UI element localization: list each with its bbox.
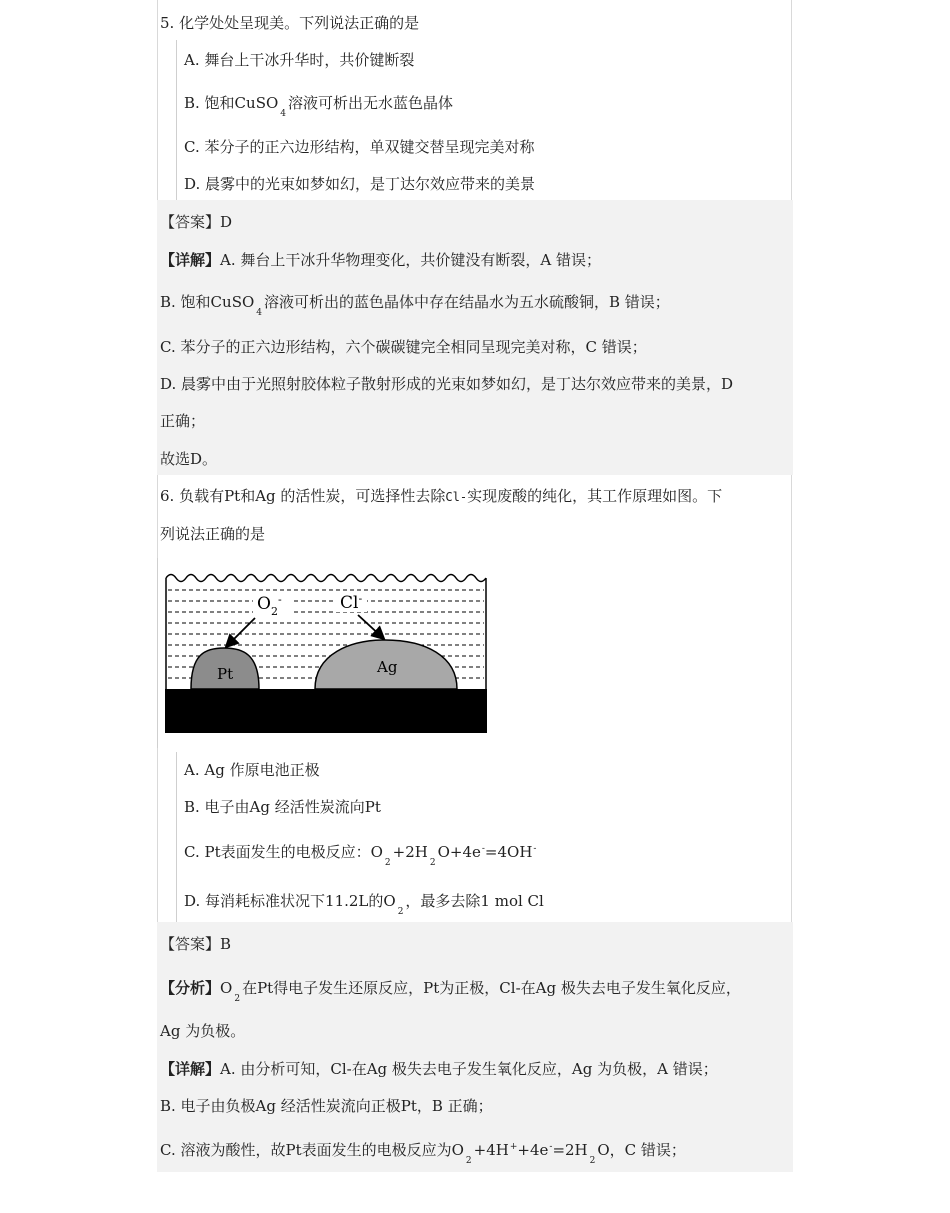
q6-option-c [184,842,537,868]
q6-option-d-sub: 2 [397,907,404,917]
q6-option-c-sub1: 2 [384,858,391,868]
q6-analysis-line1 [160,978,741,1004]
liquid-surface [166,575,486,582]
q5-detail-a-text: A. 舞台上干冰升华物理变化，共价键没有断裂，A 错误； [220,251,601,269]
question-6-stem-line2: 列说法正确的是 [160,525,266,543]
q6-stem-text: 6. 负载有Pt和Ag 的活性炭，可选择性去除 [160,487,446,505]
q6-option-c-post: O+4e [437,843,481,861]
q6-analysis-tag: 【分析】 [160,979,221,997]
q5-option-b-text-2: 溶液可析出无水蓝色晶体 [288,94,454,112]
cl-label: Cl- [340,592,363,613]
q5-detail-d-line1: D. 晨雾中由于光照射胶体粒子散射形成的光束如梦如幻，是丁达尔效应带来的美景，D [160,375,734,393]
q6-detail-c-mid3: =2H [552,1141,588,1159]
q6-option-c-text: C. Pt表面发生的电极反应：O [184,843,383,861]
q6-detail-c-mid2: +4e [517,1141,549,1159]
answer-block-q6 [157,922,793,1172]
q5-detail-a [160,250,601,270]
o2-arrow [227,618,255,646]
pt-label: Pt [217,665,234,683]
question-5-stem: 5. 化学处处呈现美。下列说法正确的是 [160,14,420,32]
q6-detail-a-text: A. 由分析可知，Cl-在Ag 极失去电子发生氧化反应，Ag 为负极，A 错误； [220,1060,718,1078]
q5-detail-b-subscript: 4 [256,308,263,318]
q6-analysis-sub: 2 [234,994,241,1004]
q6-detail-c-sub2: 2 [589,1156,596,1166]
q6-detail-c-end: O，C 错误； [597,1141,686,1159]
q6-analysis-text: 在Pt得电子发生还原反应，Pt为正极，Cl-在Ag 极失去电子发生氧化反应， [242,979,741,997]
working-principle-diagram [165,568,489,734]
q5-option-c: C. 苯分子的正六边形结构，单双键交替呈现完美对称 [184,138,535,156]
activated-carbon [165,689,487,733]
q6-analysis-line2: Ag 为负极。 [160,1022,246,1040]
q6-detail-c [160,1140,686,1166]
q5-detail-b [160,292,670,318]
q6-detail-c-text: C. 溶液为酸性，故Pt表面发生的电极反应为O [160,1141,464,1159]
q6-option-c-sub2: 2 [429,858,436,868]
q6-detail-c-sub1: 2 [465,1156,472,1166]
q6-option-c-sup2: - [533,844,537,854]
q5-option-b [184,93,454,119]
q5-option-b-text: B. 饱和CuSO [184,94,279,112]
q6-option-d [184,891,544,917]
q6-detail-c-mid: +4H [473,1141,509,1159]
q6-option-d-post: ，最多去除1 mol Cl [405,892,544,910]
q6-detail-c-sup2: - [549,1142,553,1152]
q5-answer: 【答案】D [160,213,233,231]
q6-stem-chloride: Cl- [445,490,468,504]
q6-detail-a [160,1059,718,1079]
q5-conclusion: 故选D。 [160,450,218,468]
q6-option-d-text: D. 每消耗标准状况下11.2L的O [184,892,396,910]
q6-stem-text-2: 实现废酸的纯化，其工作原理如图。下 [467,487,723,505]
q6-detail-b: B. 电子由负极Ag 经活性炭流向正极Pt，B 正确； [160,1097,493,1115]
ag-label: Ag [377,658,398,676]
question-6-stem-line1 [160,486,722,507]
q6-detail-tag: 【详解】 [160,1060,221,1078]
q5-detail-c: C. 苯分子的正六边形结构，六个碳碳键完全相同呈现完美对称，C 错误； [160,338,647,356]
options-indent-q5 [176,40,177,200]
options-indent-q6 [176,752,177,922]
q5-detail-b-text-2: 溶液可析出的蓝色晶体中存在结晶水为五水硫酸铜，B 错误； [264,293,670,311]
q6-option-c-sup1: - [481,844,485,854]
cl-arrow [358,615,383,638]
q6-option-a: A. Ag 作原电池正极 [184,761,320,779]
q6-option-c-mid: +2H [392,843,428,861]
q5-detail-b-text: B. 饱和CuSO [160,293,255,311]
q5-option-a: A. 舞台上干冰升华时，共价键断裂 [184,51,415,69]
q5-detail-tag: 【详解】 [160,251,221,269]
q5-option-b-subscript: 4 [280,109,287,119]
q6-detail-c-sup: + [509,1142,518,1152]
q5-detail-d-line2: 正确； [160,412,206,430]
q6-option-c-end: =4OH [484,843,533,861]
q6-option-b: B. 电子由Ag 经活性炭流向Pt [184,798,381,816]
q5-option-d: D. 晨雾中的光束如梦如幻，是丁达尔效应带来的美景 [184,175,536,193]
q6-analysis-o: O [220,979,233,997]
q6-answer: 【答案】B [160,935,232,953]
o2-label: $O_2^-$ [257,593,282,618]
